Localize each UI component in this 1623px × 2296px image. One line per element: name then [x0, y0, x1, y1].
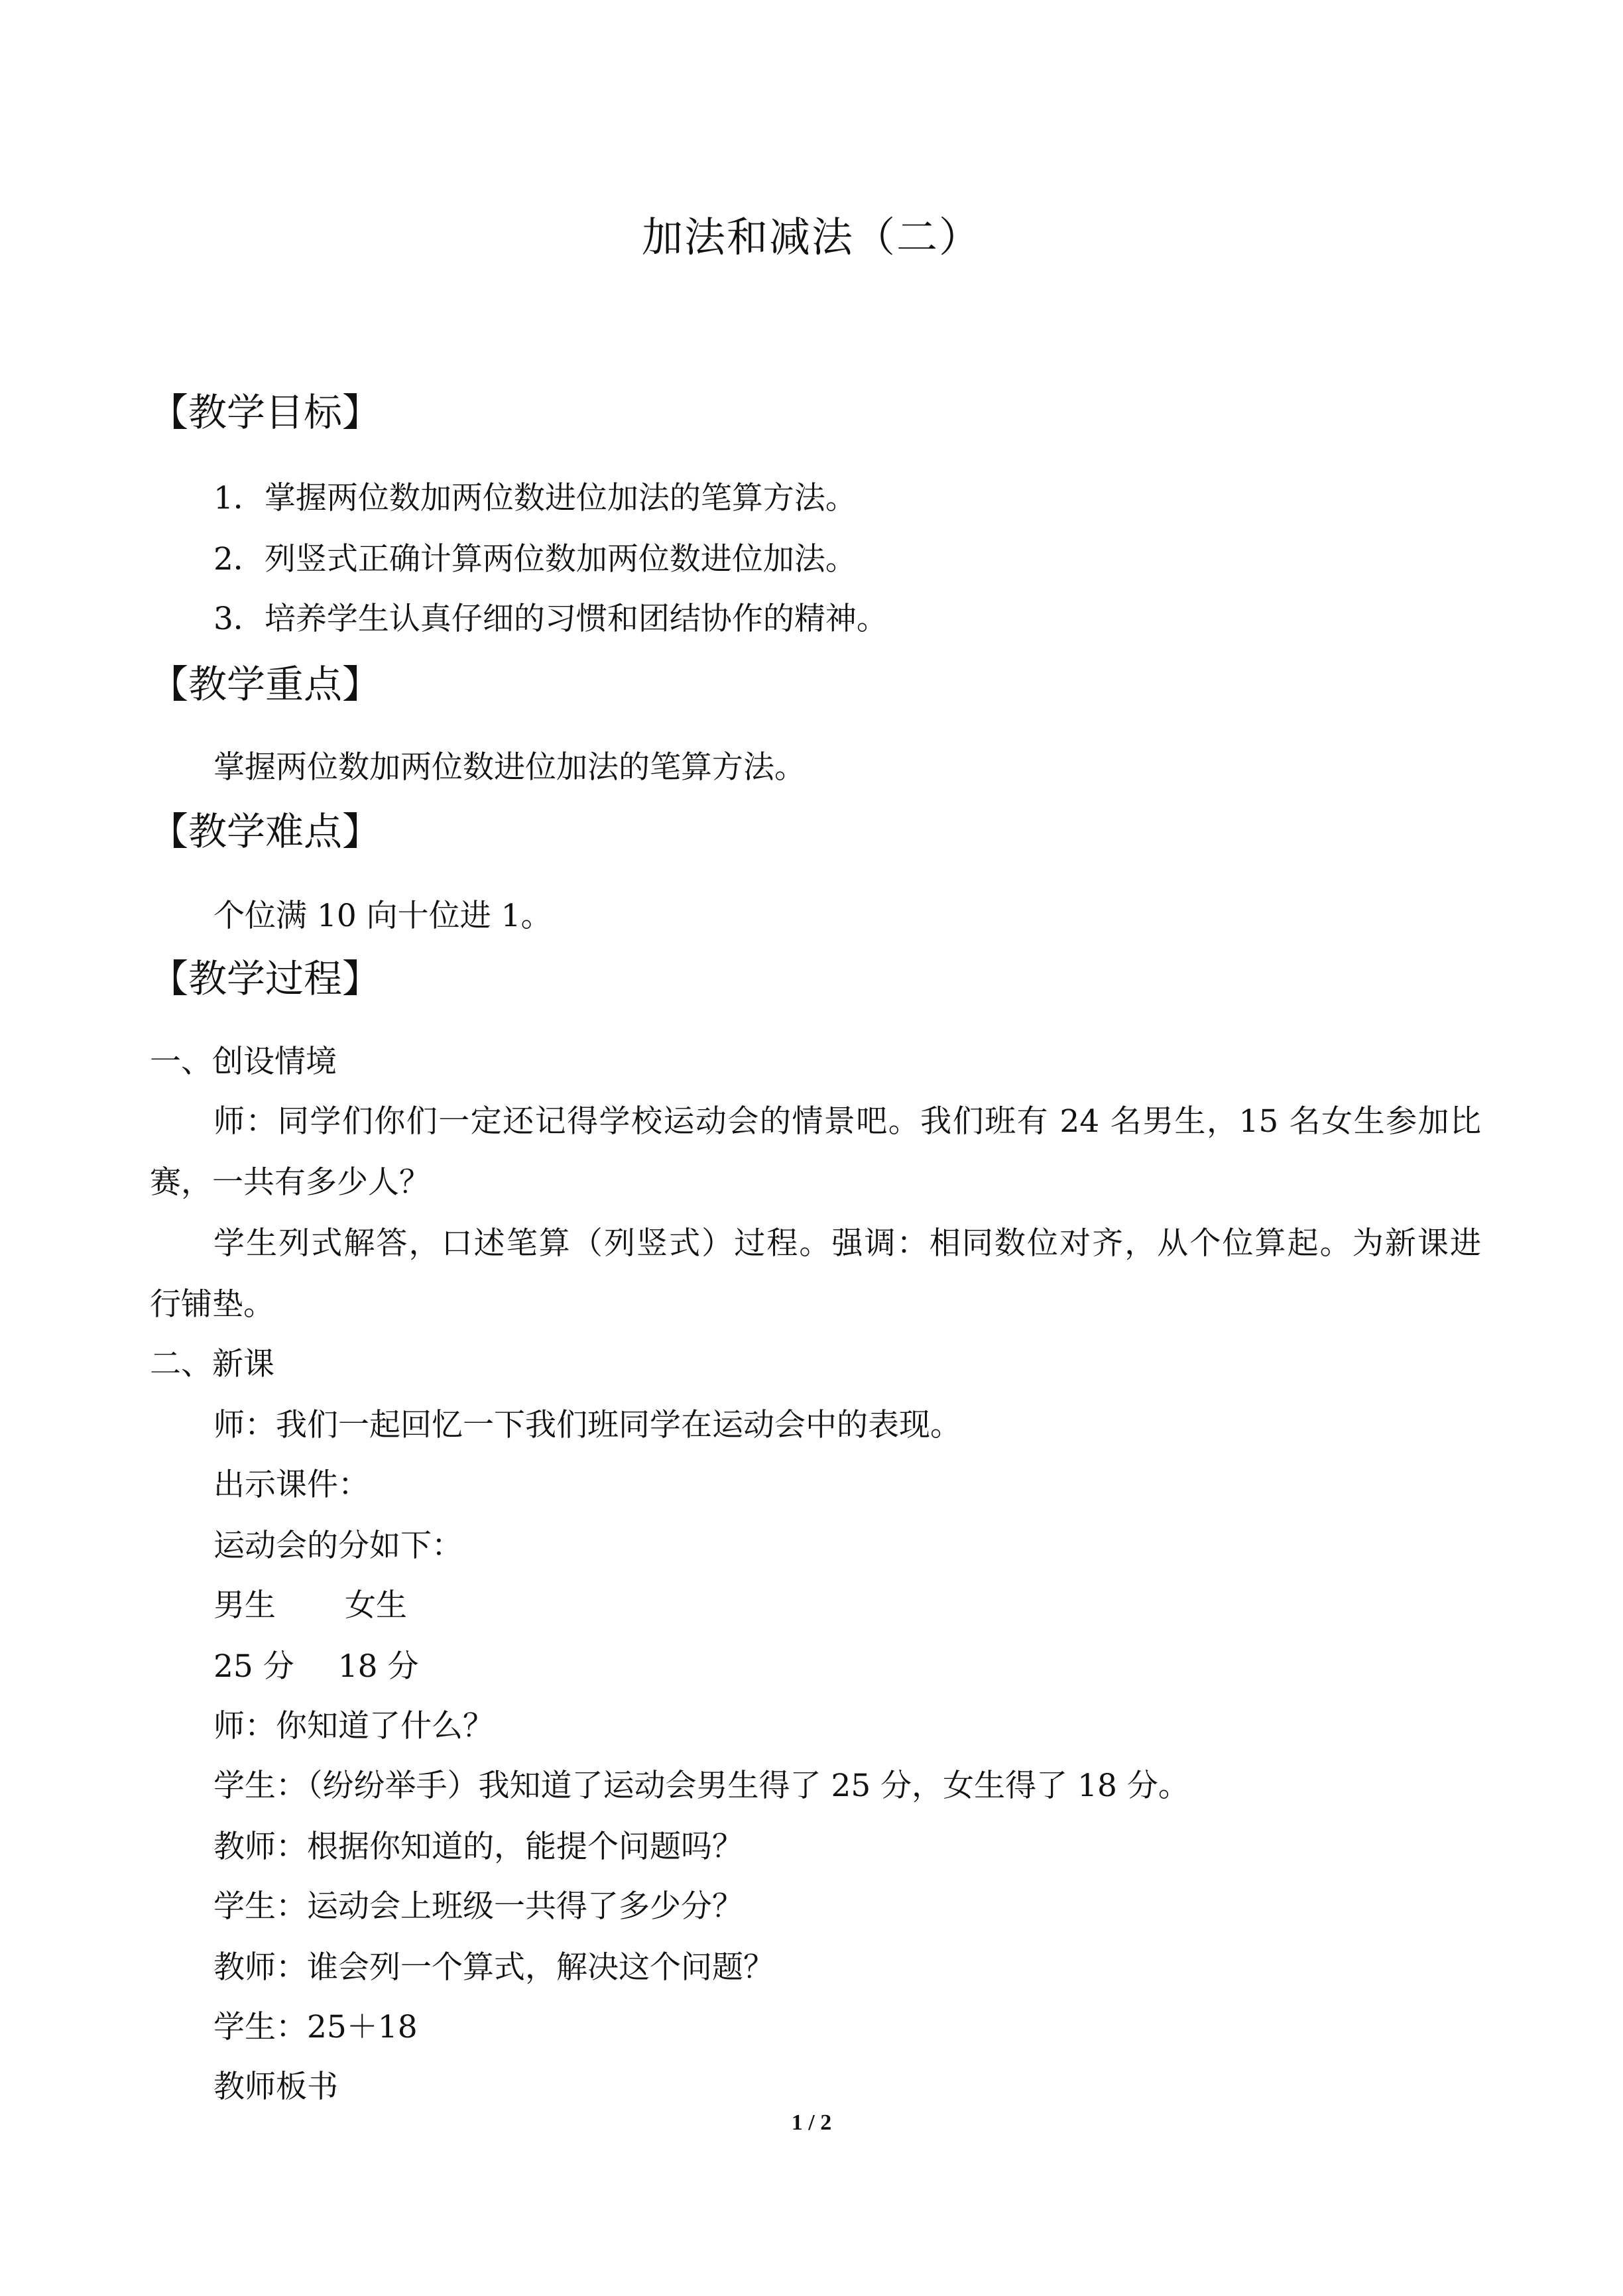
- score-values-row: [213, 1647, 419, 1687]
- dialogue-line-2: 学生：（纷纷举手）我知道了运动会男生得了 25 分，女生得了 18 分。: [213, 1768, 1189, 1804]
- dialogue-line-1: 师：你知道了什么？: [213, 1708, 494, 1744]
- key-point-text: 掌握两位数加两位数进位加法的笔算方法。: [213, 749, 806, 786]
- text-line-2: 出示课件：: [213, 1467, 369, 1503]
- boys-score: 25 分: [213, 1648, 294, 1685]
- heading-objectives: 【教学目标】: [150, 390, 381, 435]
- dialogue-line-5: 教师：谁会列一个算式，解决这个问题？: [213, 1949, 774, 1986]
- document-title: 加法和减法（二）: [641, 213, 981, 261]
- heading-process: 【教学过程】: [150, 956, 381, 1001]
- objective-item-2: 2．列竖式正确计算两位数加两位数进位加法。: [213, 541, 857, 577]
- girls-score: 18 分: [337, 1648, 419, 1685]
- dialogue-line-4: 学生：运动会上班级一共得了多少分？: [213, 1888, 743, 1925]
- paragraph-2-line-2: 行铺垫。: [150, 1286, 274, 1323]
- objective-item-1: 1．掌握两位数加两位数进位加法的笔算方法。: [213, 480, 857, 516]
- heading-difficulties: 【教学难点】: [150, 809, 381, 854]
- objective-item-3: 3．培养学生认真仔细的习惯和团结协作的精神。: [213, 601, 888, 637]
- page-number: 1 / 2: [791, 2110, 832, 2135]
- boys-label: 男生: [213, 1587, 276, 1624]
- score-labels-row: [213, 1586, 407, 1626]
- paragraph-1-line-2: 赛，一共有多少人？: [150, 1164, 430, 1201]
- paragraph-1-line-1: 师：同学们你们一定还记得学校运动会的情景吧。我们班有 24 名男生，15 名女生参加比: [213, 1103, 1481, 1140]
- heading-key-points: 【教学重点】: [150, 662, 381, 707]
- paragraph-2-line-1: 学生列式解答，口述笔算（列竖式）过程。强调：相同数位对齐，从个位算起。为新课进: [213, 1225, 1481, 1262]
- text-line-3: 运动会的分如下：: [213, 1528, 463, 1564]
- dialogue-line-3: 教师：根据你知道的，能提个问题吗？: [213, 1829, 743, 1865]
- girls-label: 女生: [345, 1587, 407, 1624]
- section-1-title: 一、创设情境: [150, 1044, 337, 1080]
- text-line-1: 师：我们一起回忆一下我们班同学在运动会中的表现。: [213, 1407, 961, 1443]
- section-2-title: 二、新课: [150, 1346, 274, 1382]
- dialogue-line-6: 学生：25＋18: [213, 2009, 418, 2045]
- difficulty-text: 个位满 10 向十位进 1。: [213, 898, 552, 934]
- dialogue-line-7: 教师板书: [213, 2069, 338, 2105]
